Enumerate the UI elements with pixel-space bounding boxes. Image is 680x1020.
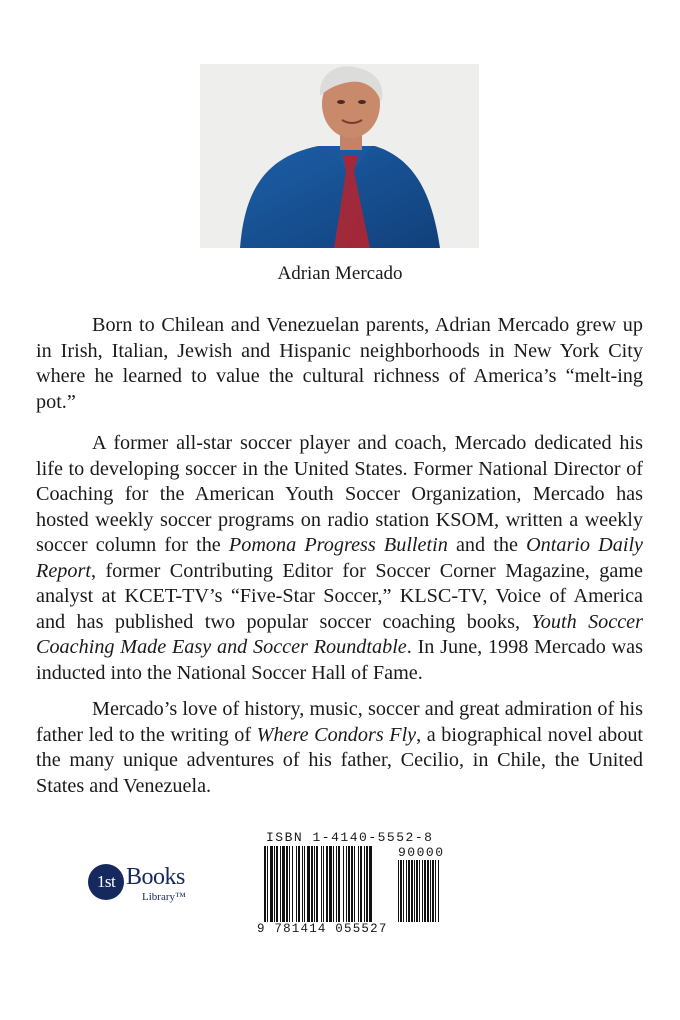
barcode-bar [274,846,275,922]
bio-paragraph-2-run-5: Youth Soccer Coaching Made Easy and Soccer Roundtable [36,610,643,658]
price-barcode-bar [400,860,402,922]
barcode-bar [348,846,350,922]
price-barcode-bar [416,860,418,922]
barcode-bar [304,846,305,922]
author-photo [200,64,479,248]
bio-paragraph-2-run-0: A former all-star soccer player and coach, Mercado dedicated his life to developing soccer in the United States. Former National Director of Coaching for the American Youth Soccer Organization, Mercado has hosted weekly soccer programs on radio station KSOM, written a weekly soccer column for the [36,432,643,556]
barcode-bar [360,846,362,922]
barcode-bar [314,846,315,922]
barcode-bar [276,846,278,922]
price-barcode-bar [398,860,399,922]
barcode-bar [366,846,368,922]
barcode-bar [323,846,324,922]
price-barcode-bar [432,860,434,922]
bio-paragraph-3 [36,697,643,799]
bio-paragraph-1-text: Born to Chilean and Venezuelan parents, Adrian Mercado grew up in Irish, Italian, Jewish and Hispanic neighborhoods in New York City where he learned to value the cultural richness of America’s “melt-ing pot.” [36,314,643,413]
barcode-bar [298,846,300,922]
barcode-bar [267,846,268,922]
barcode-bar [292,846,293,922]
isbn-label: ISBN 1-4140-5552-8 [266,830,434,845]
bio-paragraph-3-run-1: Where Condors Fly [256,723,417,746]
barcode-bar [354,846,355,922]
barcode-bar [270,846,273,922]
price-barcode-bar [411,860,413,922]
barcode-bar [280,846,281,922]
barcode-bar [369,846,372,922]
barcode-bar [329,846,332,922]
barcode-bar [316,846,318,922]
photo-caption: Adrian Mercado [277,263,403,284]
price-barcode-bar [435,860,436,922]
price-barcode-bar [424,860,426,922]
publisher-badge: 1st [88,864,124,900]
bio-paragraph-2-run-1: Pomona Progress Bulletin [228,534,448,556]
price-barcode-bar [408,860,410,922]
bio-paragraph-2-run-4: , former Contributing Editor for Soccer Corner Magazine, game analyst at KCET-TV’s “Five-Star Soccer,” KLSC-TV, Voice of America and has published two popular soccer coaching books, [36,559,643,633]
barcode-bar [302,846,303,922]
barcode-bar [264,846,266,922]
publisher-logo [88,864,198,908]
barcode-bar [338,846,340,922]
barcode-bar [358,846,359,922]
barcode-bar [343,846,344,922]
barcode-bar [289,846,290,922]
barcode-bar [311,846,313,922]
barcode-bar [286,846,288,922]
publisher-name: Books [126,864,185,890]
price-barcode-bar [403,860,404,922]
price-barcode-bar [406,860,407,922]
barcode-bar [326,846,328,922]
bio-paragraph-1 [36,313,643,415]
price-barcode-bar [427,860,429,922]
bio-paragraph-2 [36,431,643,686]
barcode-bar [351,846,353,922]
bio-paragraph-3-run-0: Mercado’s love of history, music, soccer and great admiration of his father led to the writing of [36,698,643,746]
barcode-bar [321,846,322,922]
barcode-bar [346,846,347,922]
barcode-bar [364,846,365,922]
barcode-bar [333,846,334,922]
price-barcode-bar [422,860,423,922]
barcode-bar [282,846,285,922]
barcode-bar [296,846,297,922]
bio-paragraph-2-run-3: Ontario Daily Report [36,534,644,582]
price-barcode-bar [430,860,431,922]
bio-paragraph-3-run-2: , a biographical novel about the many unique adventures of his father, Cecilio, in Chile, the United States and Venezuela. [36,723,644,797]
publisher-subtitle: Library™ [142,891,186,903]
bio-paragraph-2-run-6: . In June, 1998 Mercado was inducted into the National Soccer Hall of Fame. [36,636,643,684]
bio-paragraph-2-run-2: and the [447,534,527,556]
price-barcode-bar [438,860,439,922]
author-portrait-image [200,64,479,248]
price-barcode-bar [419,860,420,922]
barcode-bars [264,846,460,926]
barcode-bar [307,846,310,922]
price-code: 90000 [398,845,445,860]
ean-digits: 9 781414 055527 [257,922,388,936]
barcode-bar [336,846,337,922]
price-barcode-bar [414,860,415,922]
